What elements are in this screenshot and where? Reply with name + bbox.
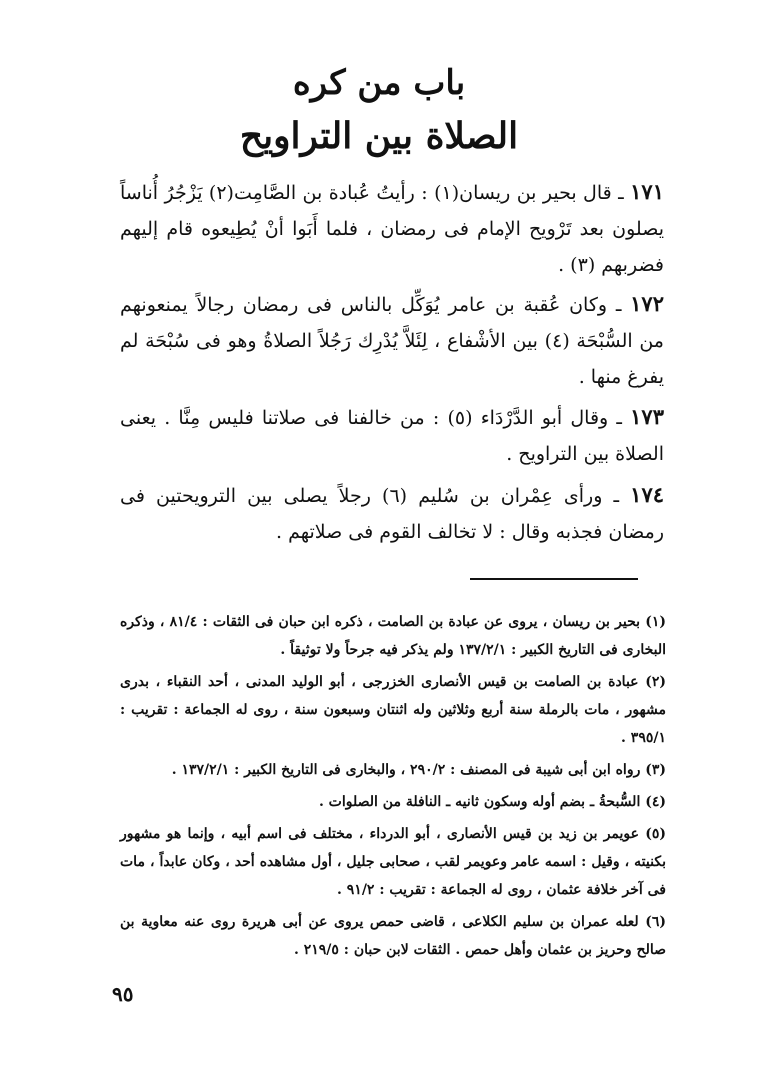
paragraph-number: ١٧٣ (630, 404, 664, 429)
footnote-separator (470, 578, 638, 580)
paragraph-174 (120, 477, 664, 550)
paragraph-number: ١٧٢ (630, 291, 664, 316)
paragraph-172 (120, 286, 664, 395)
footnote-6: (٦) لعله عمران بن سليم الكلاعى ، قاضى حمص يروى عن أبى هريرة روى عنه معاوية بن صالح وحريز بن عثمان وأهل حمص . الثقات لابن حبان : ٢١٩/٥ . (120, 914, 666, 958)
paragraph-number: ١٧٤ (630, 482, 665, 507)
chapter-title-line-2: الصلاة بين التراويح (239, 115, 519, 157)
chapter-title-line-1: باب من كره (292, 63, 466, 103)
paragraph-number: ١٧١ (630, 179, 664, 204)
page-number: ٩٥ (112, 982, 134, 1006)
footnote-2: (٢) عبادة بن الصامت بن قيس الأنصارى الخزرجى ، أبو الوليد المدنى ، أحد النقباء ، بدرى مشهور ، مات بالرملة سنة أربع وثلاثين وله اثنتان وسبعون سنة ، روى له الجماعة : تقريب : ٣٩٥/١ . (120, 674, 666, 746)
footnote-5: (٥) عويمر بن زيد بن قيس الأنصارى ، أبو الدرداء ، مختلف فى اسم أبيه ، وإنما هو مشهور بكنيته ، وقيل : اسمه عامر وعويمر لقب ، صحابى جليل ، أول مشاهده أحد ، وكان عابداً ، مات فى آخر خلافة عثمان ، روى له الجماعة : تقريب : ٩١/٢ . (120, 826, 666, 898)
footnotes (120, 608, 666, 968)
paragraph-text: ـ وكان عُقبة بن عامر يُوَكِّل بالناس فى رمضان رجالاً يمنعونهم من السُّبْحَة (٤) بين الأشْفاع ، لِئَلاَّ يُدْرِك رَجُلاً الصلاةُ وهو فى سُبْحَة لم يفرغ منها . (120, 294, 664, 388)
paragraph-173 (120, 399, 664, 472)
footnote-4: (٤) السُّبحةُ ـ بضم أوله وسكون ثانيه ـ النافلة من الصلوات . (318, 794, 666, 810)
footnote-1: (١) بحير بن ريسان ، يروى عن عبادة بن الصامت ، ذكره ابن حبان فى الثقات : ٨١/٤ ، وذكره البخارى فى التاريخ الكبير : ١٣٧/٢/١ ولم يذكر فيه جرحاً ولا توثيقاً . (120, 614, 666, 658)
paragraph-text: ـ قال بحير بن ريسان(١) : رأيتُ عُبادة بن الصَّامِت(٢) يَزْجُرُ أُناساً يصلون بعد تَرْويح الإمام فى رمضان ، فلما أَبَوا أنْ يُطِيعوه قام إليهم فضربهم (٣) . (120, 182, 664, 276)
footnote-3: (٣) رواه ابن أبى شيبة فى المصنف : ٢٩٠/٢ ، والبخارى فى التاريخ الكبير : ١٣٧/٢/١ . (171, 762, 666, 778)
paragraph-text: ـ وقال أبو الدَّرْدَاء (٥) : من خالفنا فى صلاتنا فليس مِنَّا . يعنى الصلاة بين التراويح . (120, 407, 664, 465)
paragraph-171 (120, 174, 664, 283)
paragraph-text: ـ ورأى عِمْران بن سُليم (٦) رجلاً يصلى بين الترويحتين فى رمضان فجذبه وقال : لا تخالف القوم فى صلاتهم . (120, 485, 664, 543)
